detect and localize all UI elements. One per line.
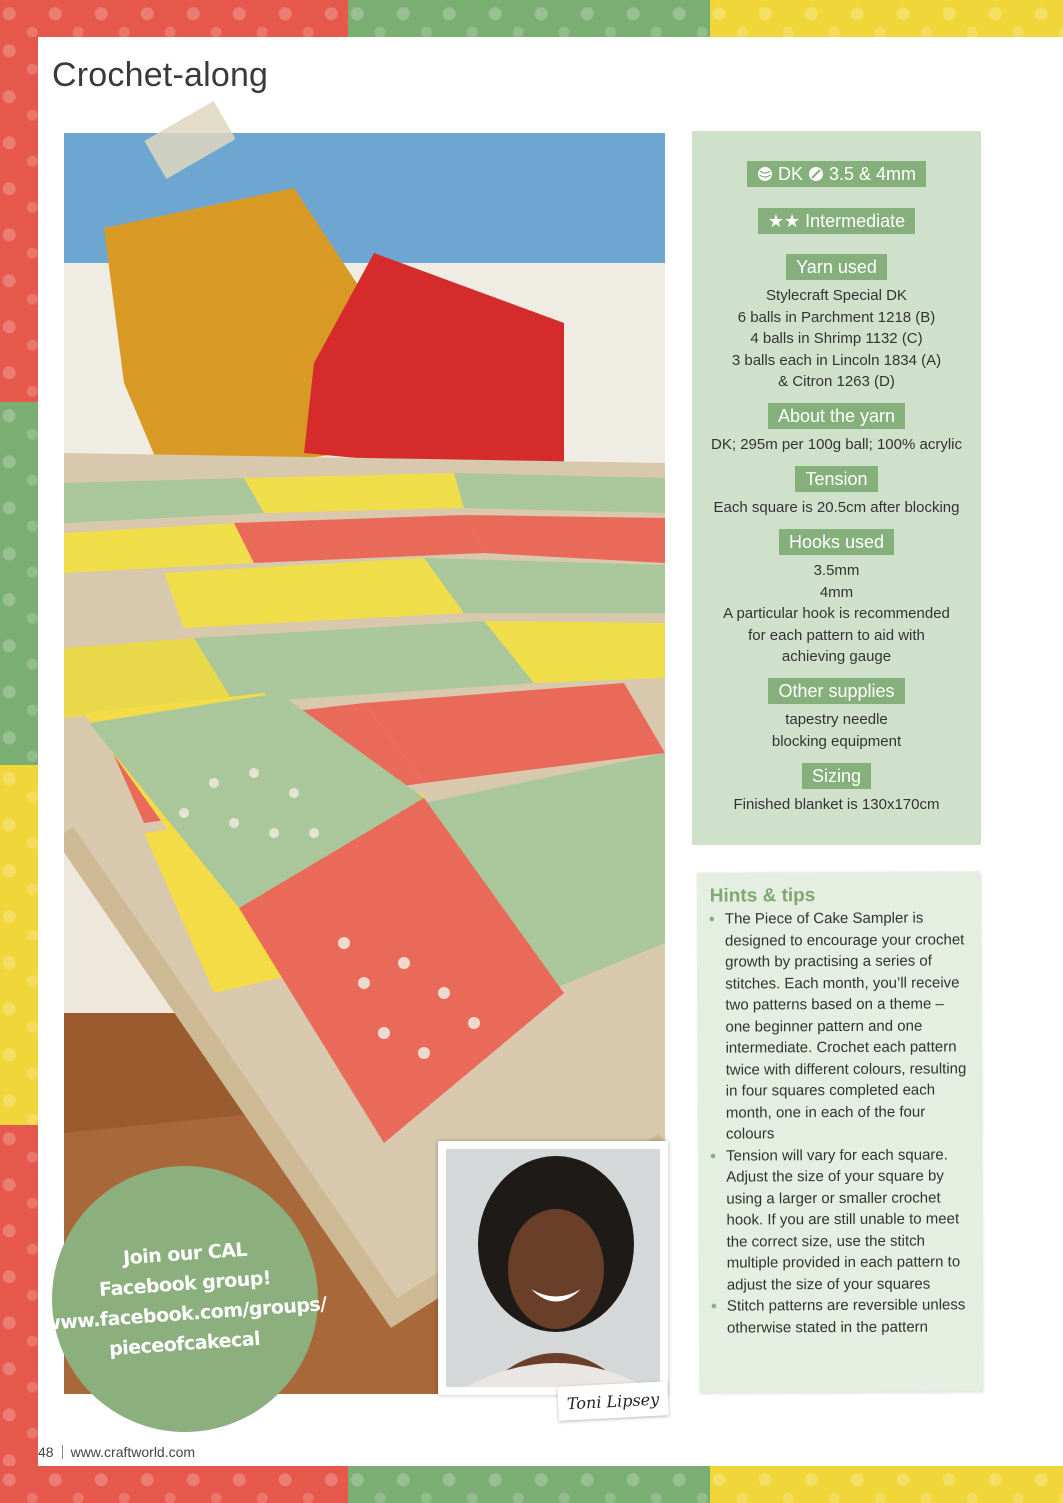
spec-row xyxy=(692,161,981,187)
badge-line: Facebook group! xyxy=(98,1267,272,1301)
hint-item: • Tension will vary for each square. Adjust the size of your square by using a larger or smaller crochet hook. If you are still unable to meet the correct size, use the stitch multiple provided in each pattern to adjust the size of your squares xyxy=(710,1144,973,1296)
top-border xyxy=(0,0,1063,37)
hints-list xyxy=(709,907,973,1338)
section-heading: About the yarn xyxy=(768,403,905,429)
yarn-ball-icon xyxy=(757,166,773,182)
left-border xyxy=(0,37,38,1466)
skill-level: ★★ Intermediate xyxy=(758,208,915,234)
hint-item: • Stitch patterns are reversible unless otherwise stated in the pattern xyxy=(711,1294,973,1338)
section-line: tapestry needle xyxy=(785,711,888,728)
section-heading: Other supplies xyxy=(768,678,904,704)
section-line: Finished blanket is 130x170cm xyxy=(733,796,940,813)
page-footer xyxy=(38,1444,195,1460)
section-heading: Hooks used xyxy=(779,529,894,555)
section-line: 3 balls each in Lincoln 1834 (A) xyxy=(731,351,942,369)
section-line: DK; 295m per 100g ball; 100% acrylic xyxy=(711,436,962,453)
section-line: 3.5mm xyxy=(813,562,860,579)
designer-name: Toni Lipsey xyxy=(557,1381,669,1421)
about-yarn-section xyxy=(692,403,981,456)
bottom-border xyxy=(0,1466,1063,1503)
section-line: Each square is 20.5cm after blocking xyxy=(713,499,960,516)
website-link[interactable]: www.craftworld.com xyxy=(70,1444,196,1460)
section-heading: Yarn used xyxy=(786,254,887,280)
section-line: 4mm xyxy=(819,583,854,601)
level-row xyxy=(692,208,981,234)
hook-icon xyxy=(808,166,824,182)
section-title: Crochet-along xyxy=(52,56,269,94)
section-line: Stylecraft Special DK xyxy=(766,287,907,304)
section-heading: Tension xyxy=(795,466,877,492)
badge-link[interactable]: www.facebook.com/groups/ xyxy=(42,1293,328,1335)
section-heading: Sizing xyxy=(802,763,871,789)
page-number: 48 xyxy=(38,1444,54,1460)
pattern-info-panel xyxy=(692,131,981,845)
badge-link[interactable]: pieceofcakecal xyxy=(108,1327,262,1361)
hints-and-tips-panel xyxy=(697,871,983,1392)
hints-heading: Hints & tips xyxy=(709,885,816,907)
section-line: 6 balls in Parchment 1218 (B) xyxy=(737,308,936,326)
designer-portrait-frame xyxy=(438,1141,668,1395)
hook-size: 3.5 & 4mm xyxy=(829,164,917,184)
badge-line: Join our CAL xyxy=(122,1238,248,1270)
other-supplies-section xyxy=(692,678,981,752)
hooks-used-section xyxy=(692,529,981,668)
designer-portrait xyxy=(446,1149,660,1387)
tension-section xyxy=(692,466,981,519)
section-line: blocking equipment xyxy=(771,732,902,750)
footer-divider xyxy=(62,1445,63,1459)
facebook-group-badge[interactable] xyxy=(42,1166,328,1432)
section-line: 4 balls in Shrimp 1132 (C) xyxy=(750,330,923,347)
sizing-section xyxy=(692,763,981,816)
hint-item: • The Piece of Cake Sampler is designed to encourage your crochet growth by practising a series of stitches. Each month, you’ll receive two patterns based on a theme – one beginner pattern and one intermediate. Crochet each pattern twice with different colours, resulting in four squares completed each month, one in each of the four colours xyxy=(709,907,972,1145)
section-line: A particular hook is recommended xyxy=(723,605,950,622)
section-line: & Citron 1263 (D) xyxy=(778,373,895,390)
yarn-weight: DK xyxy=(777,164,803,184)
section-line: for each pattern to aid with xyxy=(748,626,925,644)
section-line: achieving gauge xyxy=(781,648,892,665)
spec-chip xyxy=(747,161,926,187)
yarn-used-section xyxy=(692,254,981,393)
